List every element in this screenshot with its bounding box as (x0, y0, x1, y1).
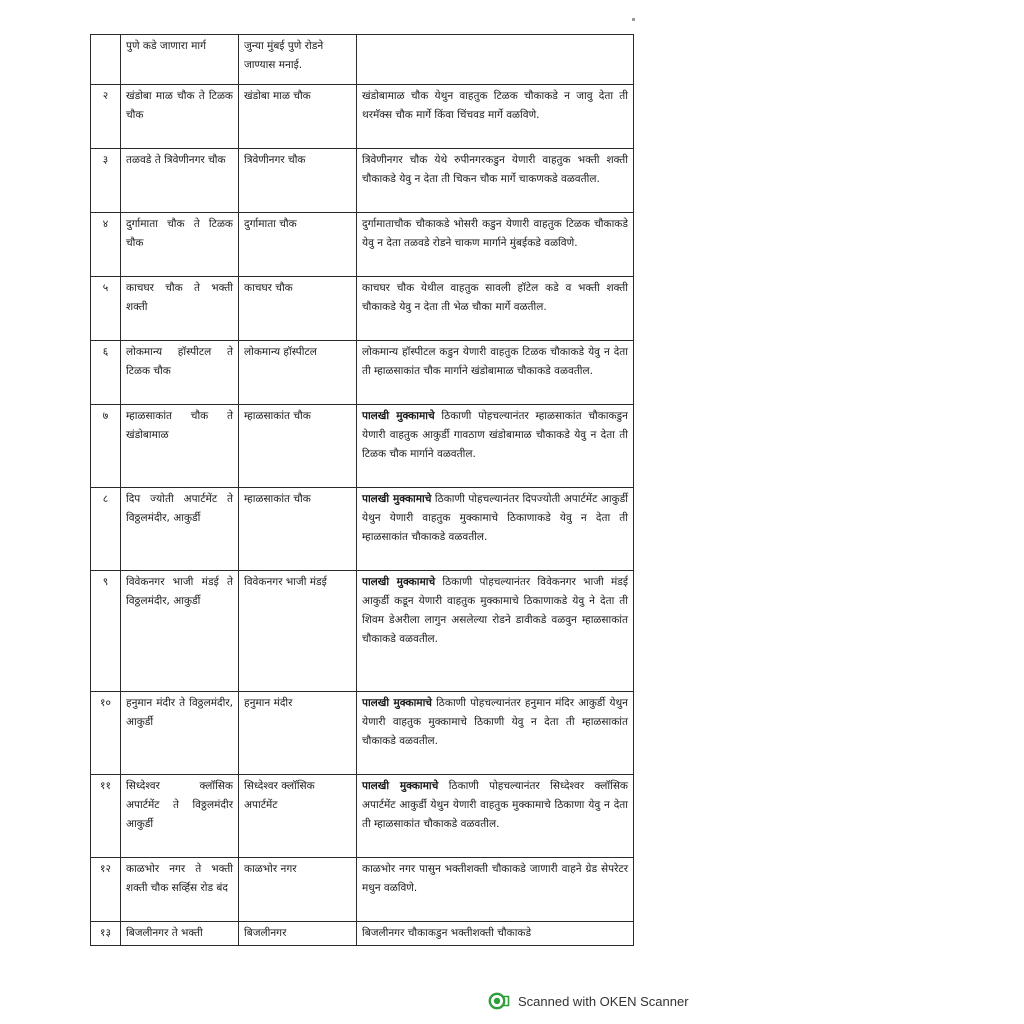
route-from-to: म्हाळसाकांत चौक ते खंडोबामाळ (121, 405, 239, 488)
table-row (91, 571, 634, 692)
diversion-detail (357, 277, 634, 341)
detail-bold-text: पालखी मुक्कामाचे (362, 697, 432, 709)
row-number: ९ (91, 571, 121, 692)
location: काचघर चौक (239, 277, 357, 341)
detail-text: लोकमान्य हॉस्पीटल कडुन येणारी वाहतुक टिळक चौकाकडे येवु न देता ती म्हाळसाकांत चौक मार्गाने खंडोबामाळ चौकाकडे वळवतील. (362, 346, 628, 377)
row-number: ६ (91, 341, 121, 405)
detail-text: काळभोर नगर पासुन भक्तीशक्ती चौकाकडे जाणारी वाहने ग्रेड सेपरेटर मधुन वळविणे. (362, 863, 628, 894)
location: बिजलीनगर (239, 922, 357, 946)
location: काळभोर नगर (239, 858, 357, 922)
diversion-detail (357, 35, 634, 85)
route-from-to: काळभोर नगर ते भक्ती शक्ती चौक सर्व्हिस रोड बंद (121, 858, 239, 922)
table-row (91, 405, 634, 488)
oken-scanner-logo-icon (488, 992, 510, 1010)
diversion-detail (357, 488, 634, 571)
diversion-detail (357, 571, 634, 692)
detail-text: ठिकाणी पोहचल्यानंतर विवेकनगर भाजी मंडई आकुर्डी कडून येणारी वाहतुक मुक्कामाचे ठिकाणाकडे येवु ने देता ती शिवम डेअरीला लागुन असलेल्या रोडने डावीकडे वळवुन म्हाळसाकांत चौकाकडे वळवतील. (362, 576, 629, 645)
location: जुन्या मुंबई पुणे रोडने जाण्यास मनाई. (239, 35, 357, 85)
row-number: ५ (91, 277, 121, 341)
detail-text: ठिकाणी पोहचल्यानंतर हनुमान मंदिर आकुर्डी येथुन येणारी वाहतुक मुक्कामाचे ठिकाणी येवु न देता ती म्हाळसाकांत चौकाकडे वळवतील. (362, 697, 628, 747)
route-from-to: पुणे कडे जाणारा मार्ग (121, 35, 239, 85)
route-from-to: काचघर चौक ते भक्ती शक्ती (121, 277, 239, 341)
route-from-to: सिध्देश्वर क्लॉसिक अपार्टमेंट ते विठ्ठलमंदीर आकुर्डी (121, 775, 239, 858)
location: सिध्देश्वर क्लॉसिक अपार्टमेंट (239, 775, 357, 858)
detail-bold-text: पालखी मुक्कामाचे (362, 493, 432, 505)
route-from-to: दिप ज्योती अपार्टमेंट ते विठ्ठलमंदीर, आकुर्डी (121, 488, 239, 571)
scanner-watermark (488, 990, 689, 1012)
route-from-to: तळवडे ते त्रिवेणीनगर चौक (121, 149, 239, 213)
detail-bold-text: पालखी मुक्कामाचे (362, 576, 436, 588)
route-from-to: विवेकनगर भाजी मंडई ते विठ्ठलमंदीर, आकुर्डी (121, 571, 239, 692)
diversion-detail (357, 85, 634, 149)
detail-text: ठिकाणी पोहचल्यानंतर सिध्देश्वर क्लॉसिक अपार्टमेंट आकुर्डी येथुन येणारी वाहतुक मुक्कामाचे ठिकाणा येवु न देता ती म्हाळसाकांत चौकाकडे वळवतील. (362, 780, 629, 830)
traffic-diversion-table (90, 34, 634, 946)
scanner-watermark-text: Scanned with OKEN Scanner (518, 993, 689, 1009)
location: हनुमान मंदीर (239, 692, 357, 775)
table-row (91, 85, 634, 149)
location: दुर्गामाता चौक (239, 213, 357, 277)
row-number: २ (91, 85, 121, 149)
table-row (91, 775, 634, 858)
detail-bold-text: पालखी मुक्कामाचे (362, 410, 435, 422)
detail-text: काचघर चौक येथील वाहतुक सावली हॉटेल कडे व भक्ती शक्ती चौकाकडे येवु न देता ती भेळ चौका मार्गे वळतील. (362, 282, 628, 313)
location: लोकमान्य हॉस्पीटल (239, 341, 357, 405)
diversion-detail (357, 775, 634, 858)
row-number: १३ (91, 922, 121, 946)
detail-text: त्रिवेणीनगर चौक येथे रुपीनगरकडुन येणारी वाहतुक भक्ती शक्ती चौकाकडे येवु न देता ती चिकन चौक मार्गे चाकणकडे वळवतील. (362, 154, 628, 185)
scan-speck (632, 18, 635, 21)
location: त्रिवेणीनगर चौक (239, 149, 357, 213)
route-from-to: बिजलीनगर ते भक्ती (121, 922, 239, 946)
location: खंडोबा माळ चौक (239, 85, 357, 149)
row-number (91, 35, 121, 85)
detail-text: ठिकाणी पोहचल्यानंतर दिपज्योती अपार्टमेंट आकुर्डी येथुन येणारी वाहतुक मुक्कामाचे ठिकाणाकडे येवु न देता ती म्हाळसाकांत चौकाकडे वळवतील. (362, 493, 629, 543)
diversion-detail (357, 692, 634, 775)
row-number: ७ (91, 405, 121, 488)
row-number: ११ (91, 775, 121, 858)
table-row (91, 858, 634, 922)
table-row (91, 277, 634, 341)
diversion-detail (357, 341, 634, 405)
diversion-detail (357, 922, 634, 946)
row-number: ४ (91, 213, 121, 277)
diversion-detail (357, 858, 634, 922)
table-row (91, 149, 634, 213)
table-row (91, 488, 634, 571)
location: म्हाळसाकांत चौक (239, 405, 357, 488)
diversion-detail (357, 213, 634, 277)
row-number: १० (91, 692, 121, 775)
table-body (91, 35, 634, 946)
route-from-to: हनुमान मंदीर ते विठ्ठलमंदीर, आकुर्डी (121, 692, 239, 775)
table-row (91, 35, 634, 85)
row-number: ८ (91, 488, 121, 571)
diversion-detail (357, 405, 634, 488)
table-row (91, 692, 634, 775)
table-row (91, 341, 634, 405)
location: म्हाळसाकांत चौक (239, 488, 357, 571)
route-from-to: लोकमान्य हॉस्पीटल ते टिळक चौक (121, 341, 239, 405)
route-from-to: दुर्गामाता चौक ते टिळक चौक (121, 213, 239, 277)
detail-text: दुर्गामाताचौक चौकाकडे भोसरी कडुन येणारी वाहतुक टिळक चौकाकडे येवु न देता तळवडे रोडने चाकण मार्गाने मुंबईकडे वळविणे. (362, 218, 628, 249)
table-row (91, 213, 634, 277)
row-number: १२ (91, 858, 121, 922)
table-row (91, 922, 634, 946)
location: विवेकनगर भाजी मंडई (239, 571, 357, 692)
detail-text: बिजलीनगर चौकाकडुन भक्तीशक्ती चौकाकडे (362, 927, 532, 939)
detail-text: खंडोबामाळ चौक येथुन वाहतुक टिळक चौकाकडे न जावु देता ती थरमॅक्स चौक मार्गे किंवा चिंचवड मार्गे वळविणे. (362, 90, 628, 121)
detail-bold-text: पालखी मुक्कामाचे (362, 780, 439, 792)
row-number: ३ (91, 149, 121, 213)
diversion-detail (357, 149, 634, 213)
route-from-to: खंडोबा माळ चौक ते टिळक चौक (121, 85, 239, 149)
detail-text: ठिकाणी पोहचल्यानंतर म्हाळसाकांत चौकाकडुन येणारी वाहतुक आकुर्डी गावठाण खंडोबामाळ चौकाकडे येवु न देता ती टिळक चौक मार्गाने वळवतील. (362, 410, 628, 460)
